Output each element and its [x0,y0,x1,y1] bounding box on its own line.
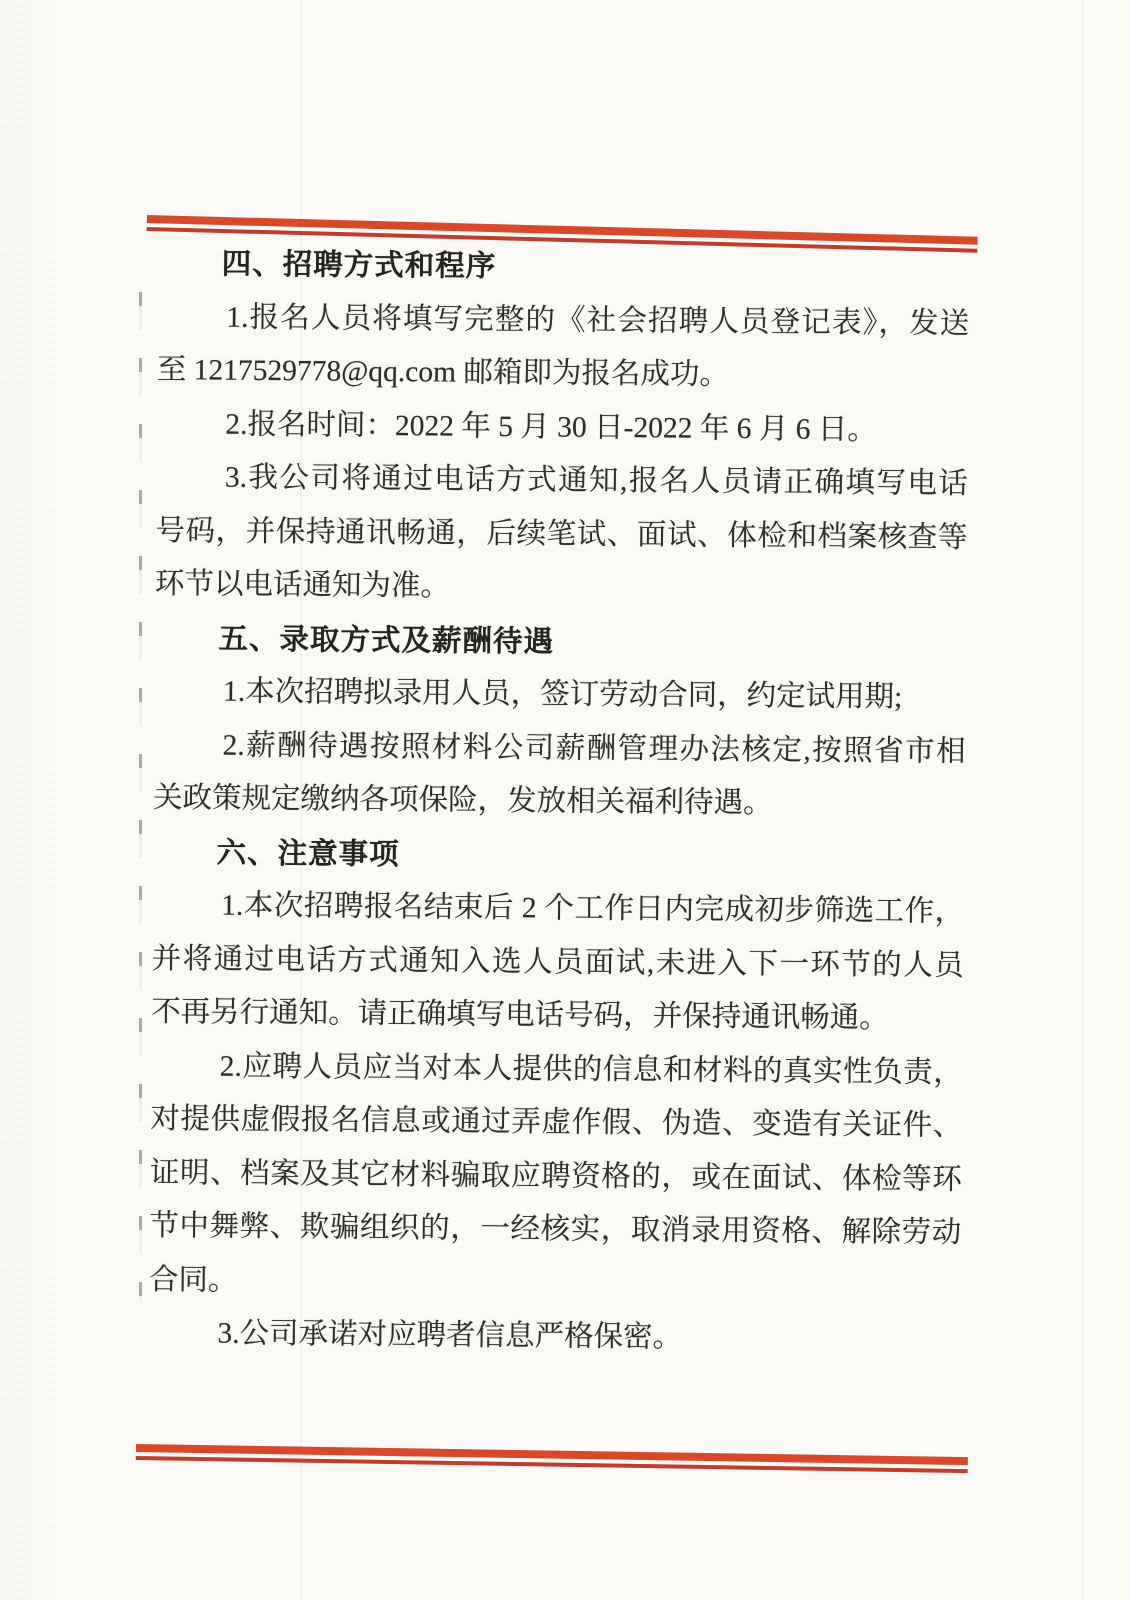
text-line: 3.公司承诺对应聘者信息严格保密。 [217,1317,683,1354]
text-line: 1.本次招聘拟录用人员，签订劳动合同，约定试用期; [222,675,903,714]
text-line: 关政策规定缴纳各项保险，发放相关福利待遇。 [152,781,773,820]
text-line: 环节以电话通知为准。 [154,567,451,603]
bottom-red-rule [136,1444,968,1473]
document-body [148,237,970,1368]
text-line: 合同。 [148,1263,238,1297]
section-heading: 六、注意事项 [216,836,400,871]
section-heading: 四、招聘方式和程序 [221,247,497,283]
text-line: 节中舞弊、欺骗组织的，一经核实，取消录用资格、解除劳动 [149,1209,962,1250]
scan-artifact-line [1082,0,1084,1600]
text-line: 3.我公司将通过电话方式通知,报名人员请正确填写电话 [224,461,969,501]
text-line: 并将通过电话方式通知入选人员面试,未进入下一环节的人员 [151,942,964,982]
section-heading: 五、录取方式及薪酬待遇 [218,622,555,658]
text-line: 至 1217529778@qq.com 邮箱即为报名成功。 [156,353,730,391]
text-line: 对提供虚假报名信息或通过弄虚作假、伪造、变造有关证件、 [150,1102,963,1143]
text-line: 2.应聘人员应当对本人提供的信息和材料的真实性负责， [219,1050,963,1089]
text-line: 证明、档案及其它材料骗取应聘资格的，或在面试、体检等环 [149,1156,962,1196]
text-line: 号码，并保持通讯畅通，后续笔试、面试、体检和档案核查等 [155,514,968,554]
text-line: 不再另行通知。请正确填写电话号码，并保持通讯畅通。 [151,995,889,1035]
scan-edge-smudge [139,292,142,1302]
text-line: 1.本次招聘报名结束后 2 个工作日内完成初步筛选工作， [221,889,965,929]
text-line: 2.薪酬待遇按照材料公司薪酬管理办法核定,按照省市相 [222,729,966,768]
text-line: 2.报名时间：2022 年 5 月 30 日-2022 年 6 月 6 日。 [225,408,877,446]
text-line: 1.报名人员将填写完整的《社会招聘人员登记表》，发送 [226,301,970,340]
